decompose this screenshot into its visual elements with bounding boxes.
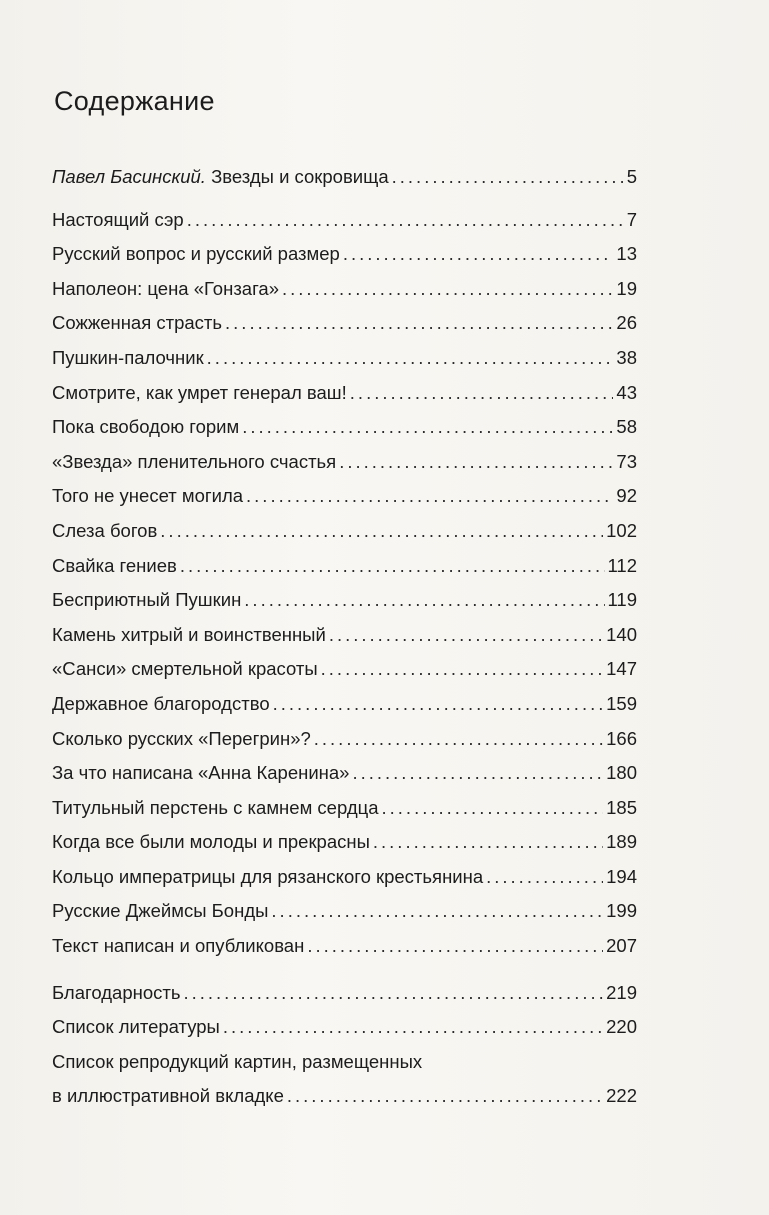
toc-entry-label: Когда все были молоды и прекрасны: [52, 831, 370, 853]
toc-entry: [52, 652, 637, 687]
toc-entry: [52, 687, 637, 722]
toc-entry-page: 199: [606, 900, 637, 922]
toc-entry-label: Сожженная страсть: [52, 312, 223, 334]
toc-entry: [52, 756, 637, 791]
toc-entry-page: 73: [616, 450, 637, 472]
toc-entry-page: 166: [606, 727, 637, 749]
toc-entry-page: 207: [606, 935, 637, 957]
toc-entry: [52, 894, 637, 929]
table-of-contents: [52, 160, 637, 1114]
toc-entry-label: «Санси» смертельной красоты: [52, 658, 318, 680]
toc-entry-label: Благодарность: [52, 981, 181, 1003]
toc-chapters-group: [52, 203, 637, 964]
toc-entry-page: 147: [606, 658, 637, 680]
leader-dots: [373, 825, 603, 860]
toc-entry-page: 222: [606, 1085, 637, 1107]
toc-entry-label: Кольцо императрицы для рязанского крестьянина: [52, 865, 484, 887]
toc-entry-page: 58: [616, 416, 637, 438]
toc-entry-label: Наполеон: цена «Гонзага»: [52, 277, 280, 299]
toc-entry: [52, 306, 637, 341]
leader-dots: [352, 756, 603, 791]
toc-entry: [52, 583, 637, 618]
toc-entry-title: Звезды и сокровища: [205, 166, 389, 187]
toc-entry-label: «Звезда» пленительного счастья: [52, 450, 337, 472]
toc-entry: [52, 722, 637, 757]
toc-entry-label-line2: в иллюстративной вкладке: [52, 1085, 284, 1107]
toc-intro-group: [52, 160, 637, 195]
leader-dots: [271, 894, 603, 929]
toc-entry-label: Свайка гениев: [52, 554, 177, 576]
toc-entry: [52, 791, 637, 826]
toc-entry-label: Смотрите, как умрет генерал ваш!: [52, 381, 347, 403]
leader-dots: [339, 445, 613, 480]
leader-dots: [343, 237, 614, 272]
toc-entry-author: Павел Басинский.: [52, 166, 206, 187]
leader-dots: [329, 618, 603, 653]
leader-dots: [187, 203, 624, 238]
leader-dots: [242, 410, 613, 445]
toc-entry-label: Русский вопрос и русский размер: [52, 243, 340, 265]
leader-dots: [314, 722, 603, 757]
page-title: Содержание: [54, 86, 215, 116]
leader-dots: [321, 652, 603, 687]
toc-entry-label: Русские Джеймсы Бонды: [52, 900, 269, 922]
toc-entry-label: Бесприютный Пушкин: [52, 589, 242, 611]
leader-dots: [180, 549, 605, 584]
toc-entry: [52, 1010, 637, 1045]
toc-entry-page: 38: [616, 346, 637, 368]
toc-entry-label: Камень хитрый и воинственный: [52, 623, 326, 645]
toc-entry-page: 19: [616, 277, 637, 299]
leader-dots: [244, 583, 604, 618]
toc-entry-label: За что написана «Анна Каренина»: [52, 762, 350, 784]
leader-dots: [273, 687, 604, 722]
leader-dots: [246, 479, 613, 514]
toc-entry: [52, 410, 637, 445]
toc-entry-label: Титульный перстень с камнем сердца: [52, 796, 379, 818]
toc-entry-label: Того не унесет могила: [52, 485, 244, 507]
toc-entry-label: [52, 160, 389, 195]
toc-entry-page: 159: [606, 692, 637, 714]
toc-entry: [52, 976, 637, 1011]
toc-entry: [52, 618, 637, 653]
toc-entry-intro: [52, 160, 637, 195]
toc-entry: [52, 445, 637, 480]
toc-entry-label: Державное благородство: [52, 692, 270, 714]
toc-entry-last: [52, 1079, 637, 1114]
toc-entry-label-line1: Список репродукций картин, размещенных: [52, 1050, 423, 1072]
toc-back-matter-group: [52, 976, 637, 1045]
toc-entry: [52, 341, 637, 376]
toc-entry-page: 26: [616, 312, 637, 334]
toc-entry-page: 185: [606, 796, 637, 818]
leader-dots: [282, 272, 613, 307]
toc-entry-page: 140: [606, 623, 637, 645]
toc-entry: [52, 479, 637, 514]
leader-dots: [160, 514, 603, 549]
leader-dots: [392, 160, 624, 195]
toc-entry-page: 112: [607, 554, 637, 576]
toc-entry-label: Пушкин-палочник: [52, 346, 204, 368]
toc-entry-label: Список литературы: [52, 1016, 220, 1038]
toc-entry-page: 13: [616, 243, 637, 265]
leader-dots: [223, 1010, 603, 1045]
leader-dots: [207, 341, 614, 376]
leader-dots: [486, 860, 603, 895]
toc-entry: [52, 860, 637, 895]
toc-entry: [52, 376, 637, 411]
toc-entry: [52, 549, 637, 584]
toc-entry-page: 92: [616, 485, 637, 507]
toc-entry-page: 180: [606, 762, 637, 784]
toc-entry-page: 43: [616, 381, 637, 403]
leader-dots: [350, 376, 614, 411]
toc-entry-page: 220: [606, 1016, 637, 1038]
toc-entry-page: 102: [606, 519, 637, 541]
toc-entry-label: Пока свободою горим: [52, 416, 240, 438]
leader-dots: [183, 976, 603, 1011]
toc-entry-page: 119: [607, 589, 637, 611]
leader-dots: [225, 306, 613, 341]
toc-entry-label: Сколько русских «Перегрин»?: [52, 727, 311, 749]
toc-entry-label: Слеза богов: [52, 519, 158, 541]
leader-dots: [382, 791, 604, 826]
toc-entry: [52, 203, 637, 238]
leader-dots: [287, 1079, 603, 1114]
toc-entry: [52, 929, 637, 964]
toc-entry-page: 189: [606, 831, 637, 853]
toc-entry: [52, 272, 637, 307]
toc-entry-page: 5: [626, 166, 637, 187]
leader-dots: [307, 929, 603, 964]
toc-entry: [52, 237, 637, 272]
toc-last-entry-group: [52, 1045, 637, 1114]
toc-entry: [52, 514, 637, 549]
toc-entry-label: Настоящий сэр: [52, 208, 184, 230]
toc-entry-page: 219: [606, 981, 637, 1003]
toc-entry-label: Текст написан и опубликован: [52, 935, 305, 957]
toc-entry-page: 194: [606, 865, 637, 887]
toc-entry: [52, 825, 637, 860]
toc-entry-page: 7: [626, 208, 637, 230]
